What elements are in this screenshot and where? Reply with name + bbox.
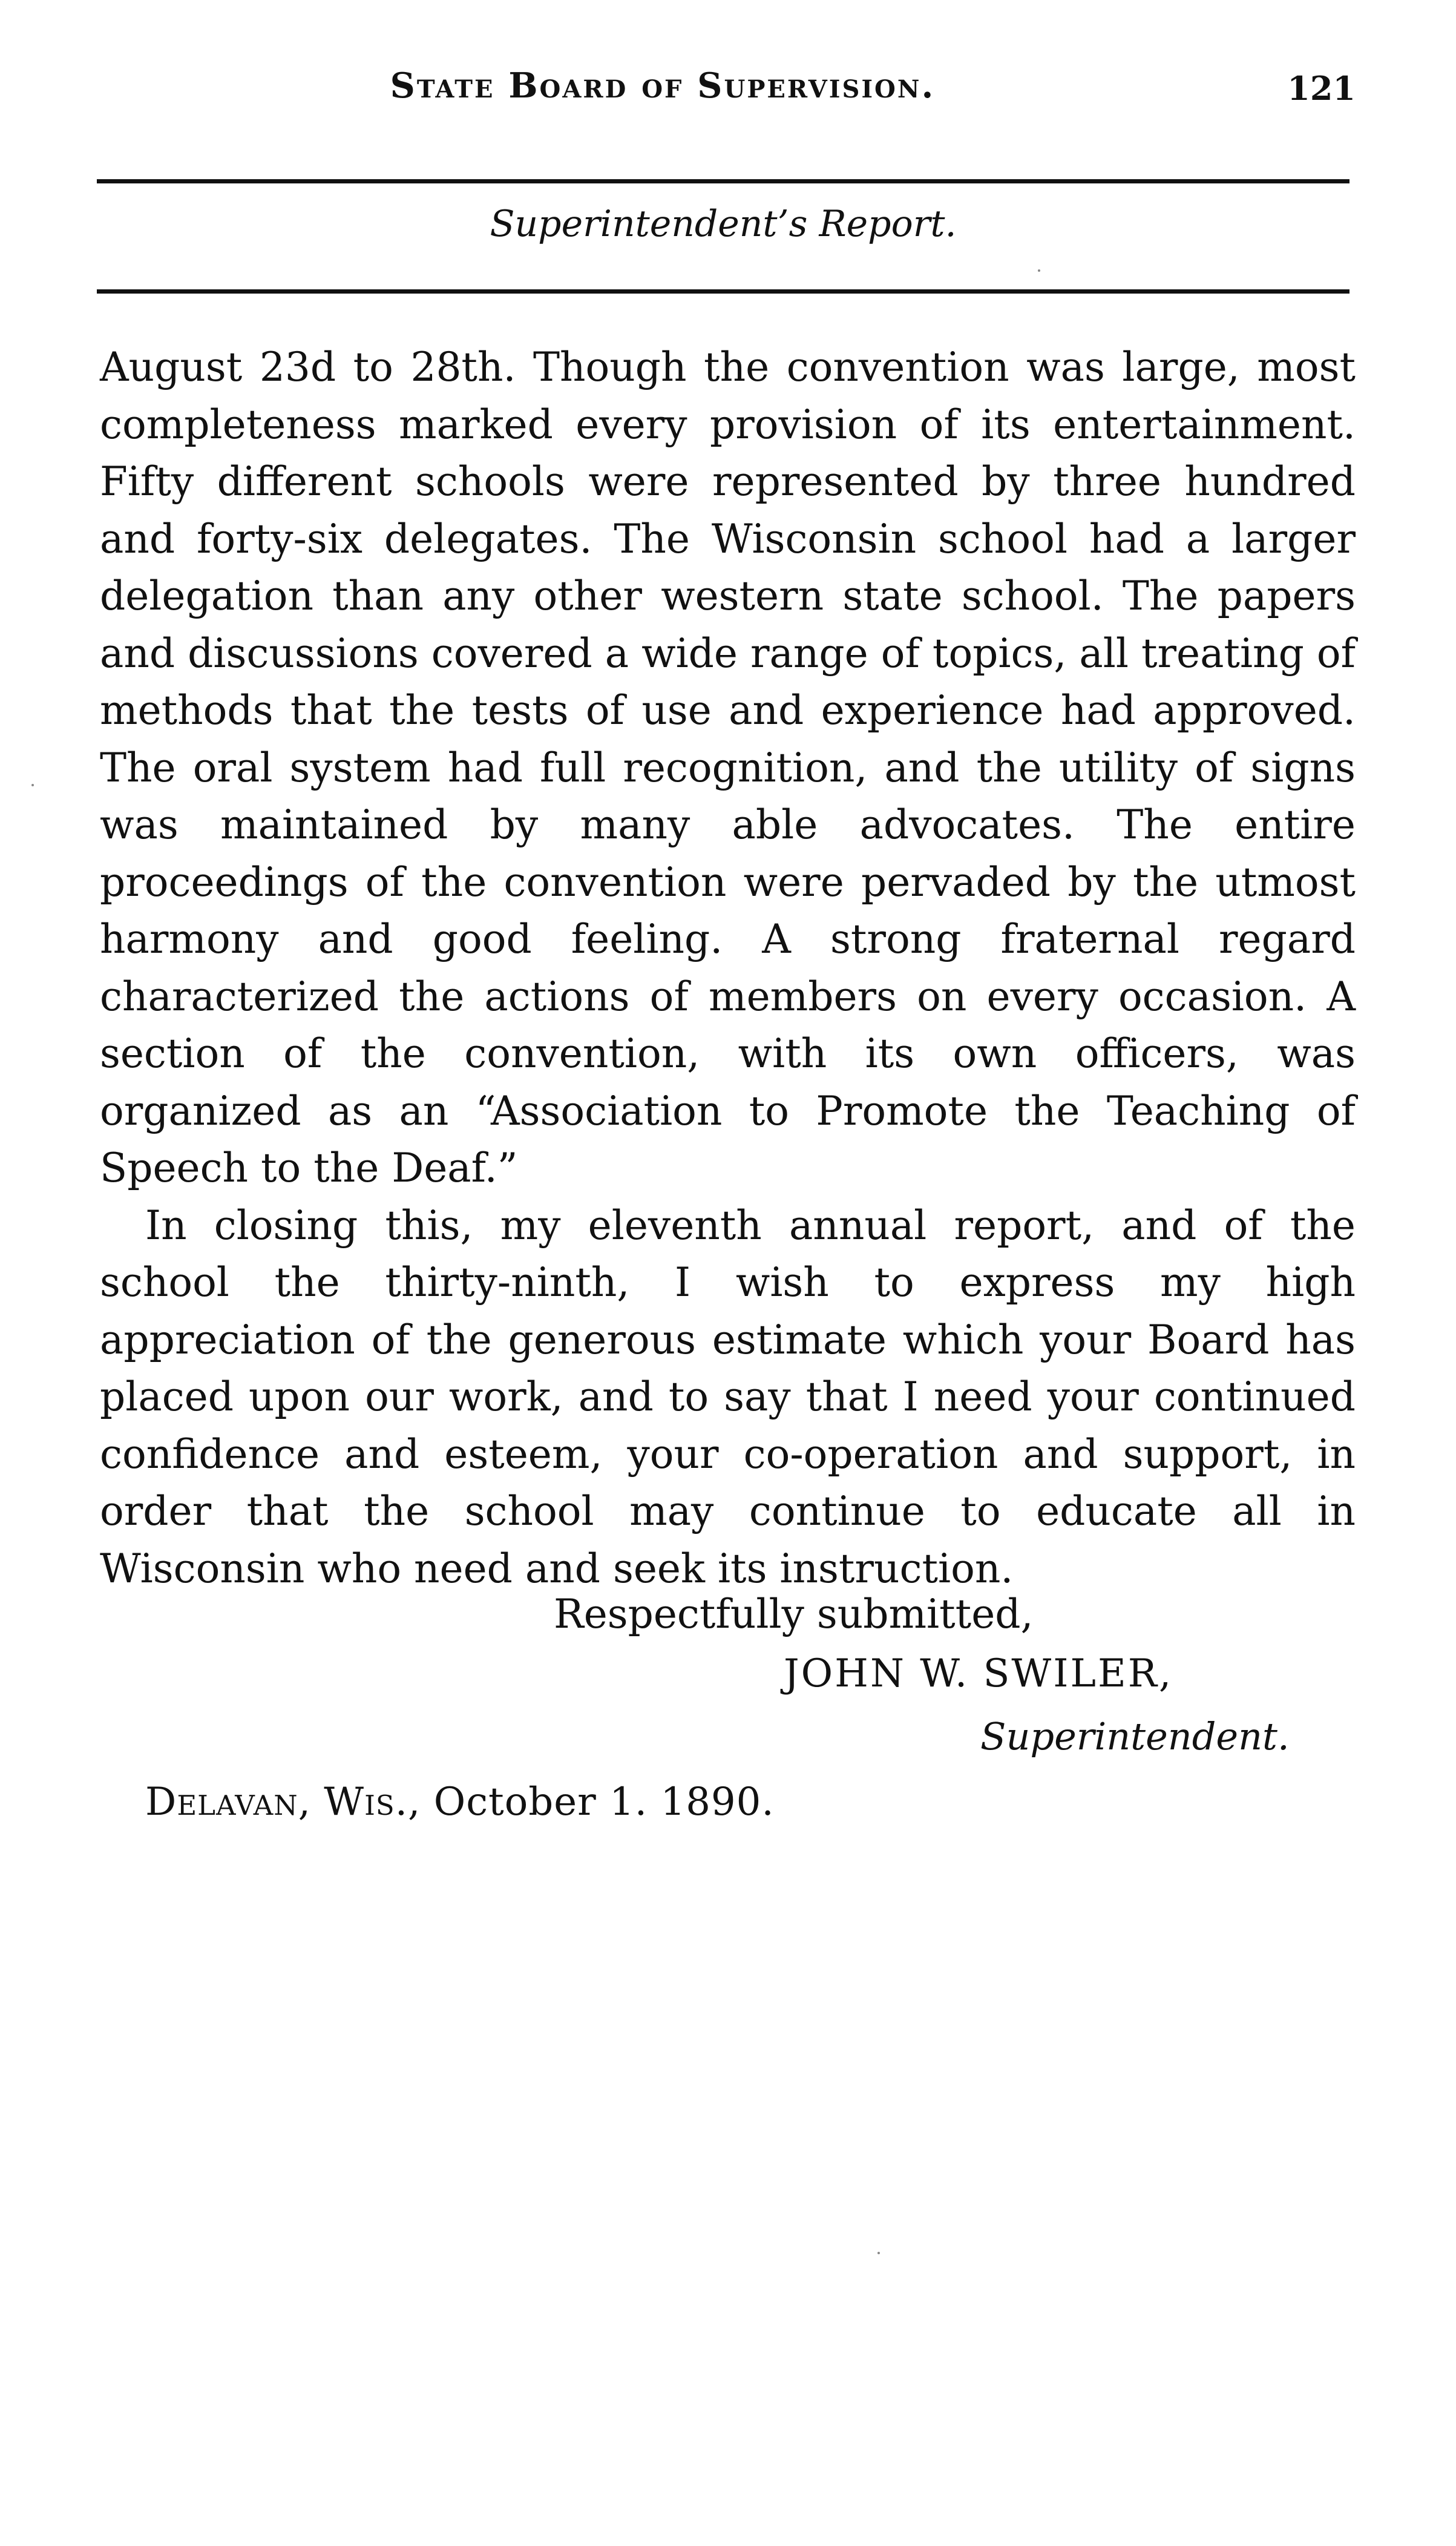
bottom-rule — [97, 289, 1349, 294]
section-title: Superintendent’s Report. — [490, 203, 957, 245]
signature-title: Superintendent. — [980, 1714, 1290, 1758]
paper-speck — [31, 784, 34, 786]
report-body — [100, 339, 1356, 1597]
running-title: State Board of Supervision. — [390, 65, 936, 106]
signature-name: JOHN W. SWILER, — [784, 1651, 1173, 1696]
dateline-place: Delavan, Wis., — [145, 1780, 421, 1824]
page-number: 121 — [1287, 69, 1356, 108]
paper-speck — [877, 2252, 880, 2254]
closing-salutation: Respectfully submitted, — [554, 1591, 1034, 1637]
top-rule — [97, 179, 1349, 183]
running-head — [97, 65, 1356, 114]
paragraph-convention: August 23d to 28th. Though the convention was large, most completeness marked every provision of its entertainment. Fifty different schools were represented by three hundred and forty-six delegates. The Wisconsin school had a larger delegation than any other western state school. The papers and discussions covered a wide range of topics, all treating of methods that the tests of use and experience had approved. The oral system had full recognition, and the utility of signs was maintained by many able advocates. The entire proceedings of the convention were pervaded by the utmost harmony and good feeling. A strong fraternal regard characterized the actions of members on every occasion. A section of the convention, with its own officers, was organized as an “Association to Promote the Teaching of Speech to the Deaf.” — [100, 344, 1356, 1191]
dateline-date: October 1. 1890. — [433, 1780, 775, 1824]
paragraph-closing: In closing this, my eleventh annual report, and of the school the thirty-ninth, I wish to express my high appreciation of the generous estimate which your Board has placed upon our work, and to say that I need your continued confidence and esteem, your co-operation and support, in order that the school may continue to educate all in Wisconsin who need and seek its instruction. — [100, 1202, 1356, 1592]
paper-speck — [1038, 269, 1040, 272]
dateline — [145, 1780, 775, 1824]
